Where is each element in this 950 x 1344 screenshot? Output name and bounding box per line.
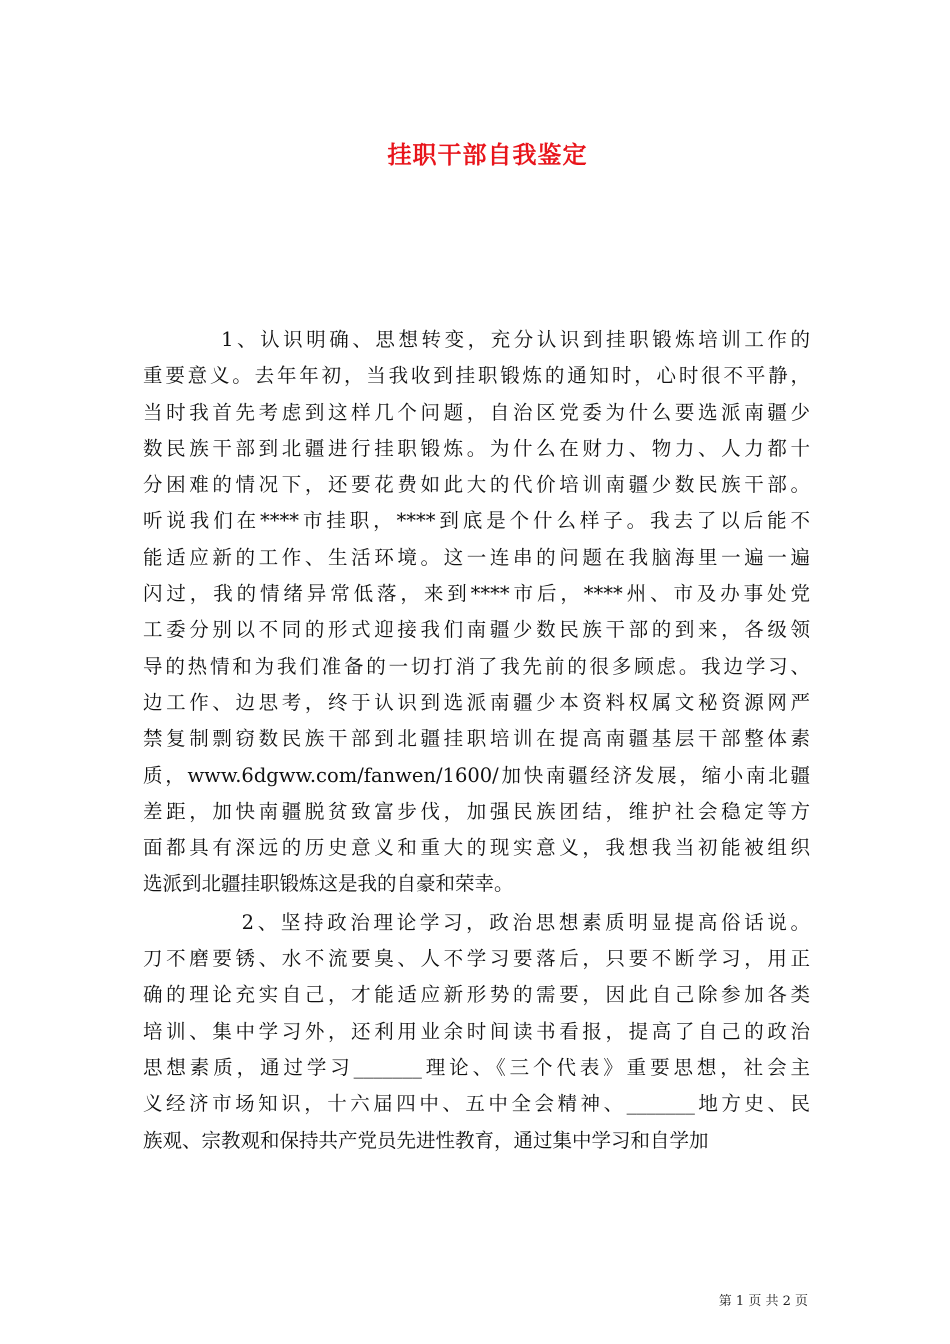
text-line: 确的理论充实自己，才能适应新形势的需要，因此自己除参加各类	[143, 983, 810, 1007]
text-line: 义经济市场知识，十六届四中、五中全会精神、_______地方史、民	[143, 1092, 810, 1116]
text-line: 面都具有深远的历史意义和重大的现实意义，我想我当初能被组织	[143, 836, 810, 860]
text-line: 工委分别以不同的形式迎接我们南疆少数民族干部的到来，各级领	[143, 618, 810, 642]
text-line: 培训、集中学习外，还利用业余时间读书看报，提高了自己的政治	[143, 1019, 810, 1043]
page-number: 第 1 页 共 2 页	[718, 1294, 808, 1309]
text-line: 重要意义。去年年初，当我收到挂职锻炼的通知时，心时很不平静，	[143, 364, 810, 388]
text-line: 听说我们在****市挂职，****到底是个什么样子。我去了以后能不	[143, 509, 810, 533]
paragraph-2	[143, 905, 810, 1159]
text-line: 1、认识明确、思想转变，充分认识到挂职锻炼培训工作的	[143, 328, 810, 351]
text-line: 闪过，我的情绪异常低落，来到****市后，****州、市及办事处党	[143, 582, 810, 606]
text-line: 差距，加快南疆脱贫致富步伐，加强民族团结，维护社会稳定等方	[143, 799, 810, 823]
text-line: 禁复制剽窃数民族干部到北疆挂职培训在提高南疆基层干部整体素	[143, 727, 810, 751]
text-line: 当时我首先考虑到这样几个问题，自治区党委为什么要选派南疆少	[143, 400, 810, 424]
document-title: 挂职干部自我鉴定	[387, 141, 588, 169]
paragraph-1	[143, 322, 810, 903]
text-line: 边工作、边思考，终于认识到选派南疆少本资料权属文秘资源网严	[143, 690, 810, 714]
text-line: 思想素质，通过学习_______理论、《三个代表》重要思想，社会主	[143, 1055, 810, 1079]
text-line: 选派到北疆挂职锻炼这是我的自豪和荣幸。	[143, 872, 514, 896]
document-body	[143, 322, 810, 1159]
text-line: 数民族干部到北疆进行挂职锻炼。为什么在财力、物力、人力都十	[143, 436, 810, 460]
text-line: 族观、宗教观和保持共产党员先进性教育，通过集中学习和自学加	[143, 1128, 709, 1152]
text-line: 导的热情和为我们准备的一切打消了我先前的很多顾虑。我边学习、	[143, 654, 810, 678]
text-line: 能适应新的工作、生活环境。这一连串的问题在我脑海里一遍一遍	[143, 545, 810, 569]
text-line: 质，www.6dgww.com/fanwen/1600/加快南疆经济发展，缩小南北疆	[143, 763, 810, 787]
text-line: 刀不磨要锈、水不流要臭、人不学习要落后，只要不断学习，用正	[143, 947, 810, 971]
text-line: 2、坚持政治理论学习，政治思想素质明显提高俗话说。	[143, 910, 810, 934]
text-line: 分困难的情况下，还要花费如此大的代价培训南疆少数民族干部。	[143, 473, 810, 497]
